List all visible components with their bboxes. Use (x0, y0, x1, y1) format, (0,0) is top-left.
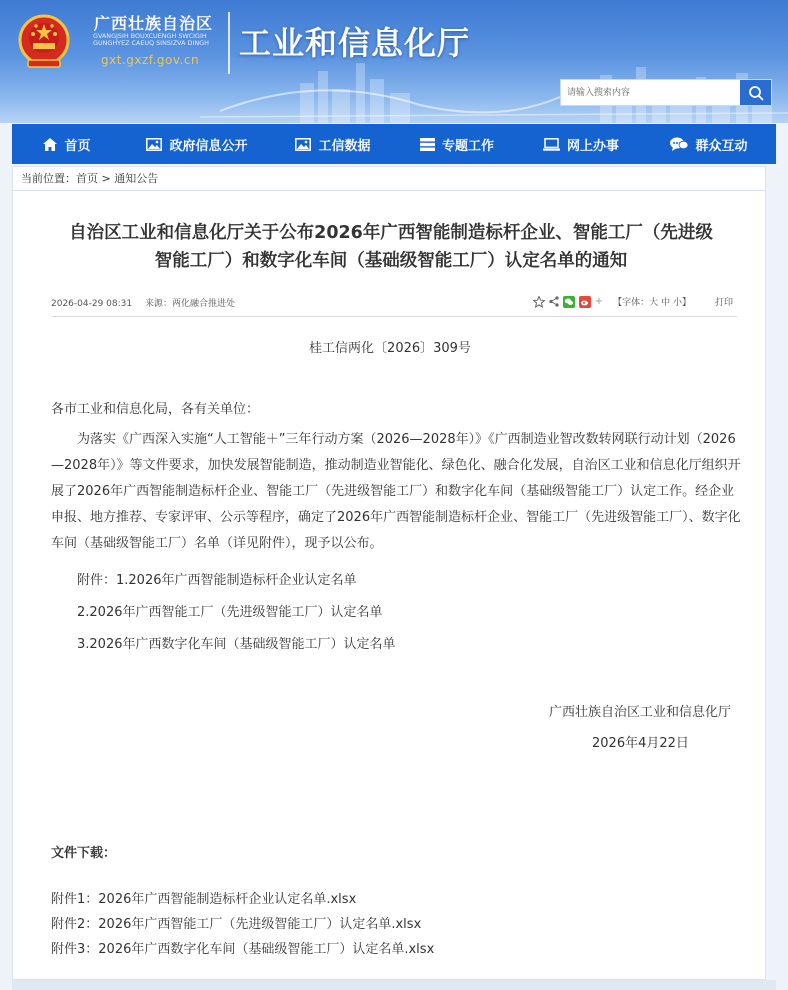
attachment-list-2: 2.2026年广西智能工厂（先进级智能工厂）认定名单 (77, 605, 383, 620)
attachment-list-3: 3.2026年广西数字化车间（基础级智能工厂）认定名单 (77, 637, 396, 652)
favorite-star-icon[interactable] (533, 296, 545, 308)
title-divider (51, 316, 737, 317)
chat-icon (670, 137, 688, 151)
nav-label: 政府信息公开 (169, 138, 248, 154)
article-title-line2: 智能工厂）和数字化车间（基础级智能工厂）认定名单的通知 (154, 251, 628, 271)
font-size-label (613, 295, 691, 308)
footer-strip (12, 980, 776, 990)
wechat-share-icon[interactable] (563, 296, 575, 308)
nav-item-interaction[interactable] (642, 124, 776, 164)
print-button[interactable]: 打印 (714, 298, 733, 308)
nav-label: 首页 (64, 138, 91, 154)
national-emblem-icon (15, 12, 73, 72)
header-divider (228, 12, 230, 74)
site-header (0, 0, 788, 123)
article-container (12, 190, 766, 980)
more-share-plus[interactable]: + (594, 296, 604, 307)
stack-icon (420, 138, 435, 151)
laptop-icon (543, 138, 560, 151)
article-tools (533, 295, 733, 308)
breadcrumb-current-link[interactable]: 通知公告 (114, 172, 159, 185)
search-box (560, 79, 772, 106)
font-medium-button[interactable]: 中 (661, 298, 671, 308)
article-source: 来源：两化融合推进处 (144, 299, 235, 309)
weibo-share-icon[interactable] (579, 296, 591, 308)
attachment-list-1: 附件：1.2026年广西智能制造标杆企业认定名单 (77, 573, 357, 588)
article-meta (51, 296, 245, 309)
breadcrumb-separator: > (101, 172, 111, 185)
article-title (53, 219, 729, 275)
nav-label: 工信数据 (318, 138, 371, 154)
font-large-button[interactable]: 大 (649, 298, 659, 308)
download-link[interactable]: 附件3：2026年广西数字化车间（基础级智能工厂）认定名单.xlsx (51, 942, 435, 957)
main-nav (12, 124, 776, 164)
nav-label: 群众互动 (695, 138, 748, 154)
nav-label: 专题工作 (441, 138, 494, 154)
font-size-label-open: 【字体： (613, 298, 650, 308)
search-button[interactable] (740, 80, 771, 105)
nav-item-online-service[interactable] (520, 124, 642, 164)
downloads-title: 文件下载： (51, 846, 117, 861)
home-icon (43, 138, 57, 151)
breadcrumb (12, 166, 766, 190)
breadcrumb-prefix: 当前位置： (21, 172, 76, 185)
signature-org: 广西壮族自治区工业和信息化厅 (549, 705, 732, 720)
download-link[interactable]: 附件2：2026年广西智能工厂（先进级智能工厂）认定名单.xlsx (51, 917, 422, 932)
main-paragraph: 为落实《广西深入实施“人工智能＋”三年行动方案（2026—2028年）》《广西制造业智改数转网联行动计划（2026—2028年）》等文件要求，加快发展智能制造，推动制造业智能化、绿色化、融合化发展，自治区工业和信息化厅组织开展了2026年广西智能制造标杆企业、智能工厂（先进级智能工厂）和数字化车间（基础级智能工厂）认定工作。经企业申报、地方推荐、专家评审、公示等程序，确定了2026年广西智能制造标杆企业、智能工厂（先进级智能工厂）、数字化车间（基础级智能工厂）名单（详见附件），现予以公布。 (51, 432, 741, 551)
region-name: 广西壮族自治区 (94, 14, 214, 33)
site-url[interactable]: gxt.gxzf.gov.cn (101, 53, 200, 67)
image-icon (295, 138, 311, 151)
download-link[interactable]: 附件1：2026年广西智能制造标杆企业认定名单.xlsx (51, 892, 357, 907)
breadcrumb-home-link[interactable]: 首页 (76, 172, 98, 185)
image-icon (146, 138, 162, 151)
font-small-button[interactable]: 小 (672, 298, 682, 308)
article-title-line1: 自治区工业和信息化厅关于公布2026年广西智能制造标杆企业、智能工厂（先进级 (69, 223, 713, 243)
document-number: 桂工信两化〔2026〕309号 (309, 341, 471, 356)
nav-item-topics[interactable] (394, 124, 520, 164)
department-title: 工业和信息化厅 (239, 24, 471, 62)
signature-date: 2026年4月22日 (592, 736, 689, 751)
nav-item-home[interactable] (12, 124, 122, 164)
nav-label: 网上办事 (566, 138, 619, 154)
region-name-zhuang: GVANGJSIH BOUXCUENGH SWCIGIH GUNGHYEZ CAEUQ SINSIZVA DINGH (93, 32, 209, 47)
share-icon[interactable] (549, 296, 559, 307)
search-input[interactable] (561, 80, 742, 105)
font-size-label-close: 】 (681, 298, 691, 308)
publish-date: 2026-04-29 08:31 (51, 299, 133, 309)
salutation: 各市工业和信息化局，各有关单位： (51, 402, 260, 417)
nav-item-data[interactable] (272, 124, 394, 164)
nav-item-gov-info[interactable] (122, 124, 272, 164)
search-icon (748, 85, 764, 101)
